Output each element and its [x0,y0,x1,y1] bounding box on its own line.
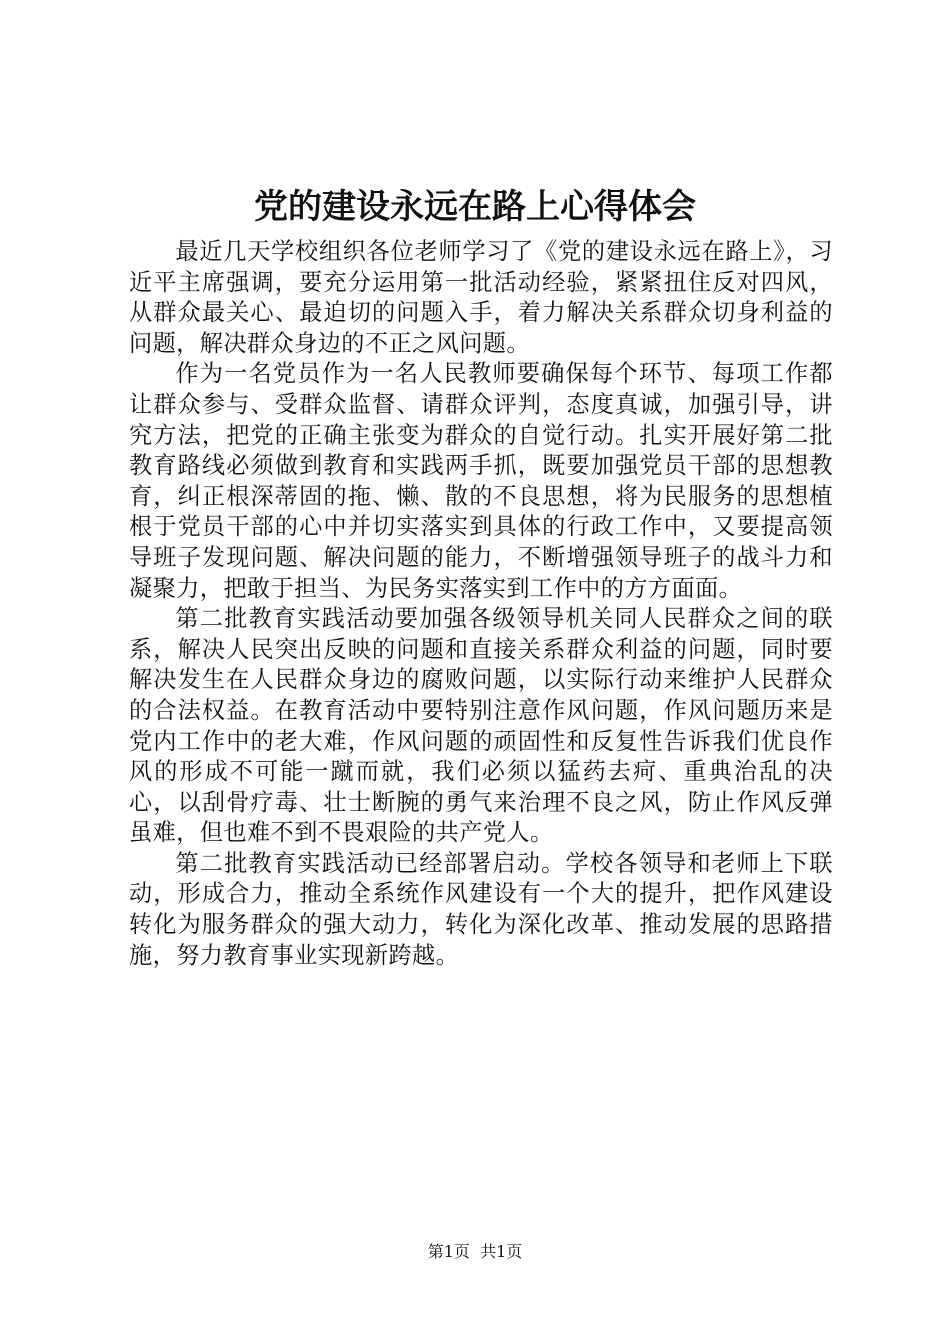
paragraph-3: 第二批教育实践活动要加强各级领导机关同人民群众之间的联系，解决人民突出反映的问题和直接关系群众利益的问题，同时要解决发生在人民群众身边的腐败问题，以实际行动来维护人民群众的合法权益。在教育活动中要特别注意作风问题，作风问题历来是党内工作中的老大难，作风问题的顽固性和反复性告诉我们优良作风的形成不可能一蹴而就，我们必须以猛药去疴、重典治乱的决心，以刮骨疗毒、壮士断腕的勇气来治理不良之风，防止作风反弹虽难，但也难不到不畏艰险的共产党人。 [129,605,833,847]
document-title: 党的建设永远在路上心得体会 [254,187,696,227]
paragraph-4: 第二批教育实践活动已经部署启动。学校各领导和老师上下联动，形成合力，推动全系统作风建设有一个大的提升，把作风建设转化为服务群众的强大动力，转化为深化改革、推动发展的思路措施，努力教育事业实现新跨越。 [129,849,833,969]
document-body [129,237,833,971]
page-number-footer: 第1页 共1页 [427,1242,523,1261]
paragraph-2: 作为一名党员作为一名人民教师要确保每个环节、每项工作都让群众参与、受群众监督、请群众评判，态度真诚，加强引导，讲究方法，把党的正确主张变为群众的自觉行动。扎实开展好第二批教育路线必须做到教育和实践两手抓，既要加强党员干部的思想教育，纠正根深蒂固的拖、懒、散的不良思想，将为民服务的思想植根于党员干部的心中并切实落实到具体的行政工作中，又要提高领导班子发现问题、解决问题的能力，不断增强领导班子的战斗力和凝聚力，把敢于担当、为民务实落实到工作中的方方面面。 [129,360,833,602]
paragraph-1: 最近几天学校组织各位老师学习了《党的建设永远在路上》，习近平主席强调，要充分运用第一批活动经验，紧紧扭住反对四风，从群众最关心、最迫切的问题入手，着力解决关系群众切身利益的问题，解决群众身边的不正之风问题。 [129,238,833,357]
